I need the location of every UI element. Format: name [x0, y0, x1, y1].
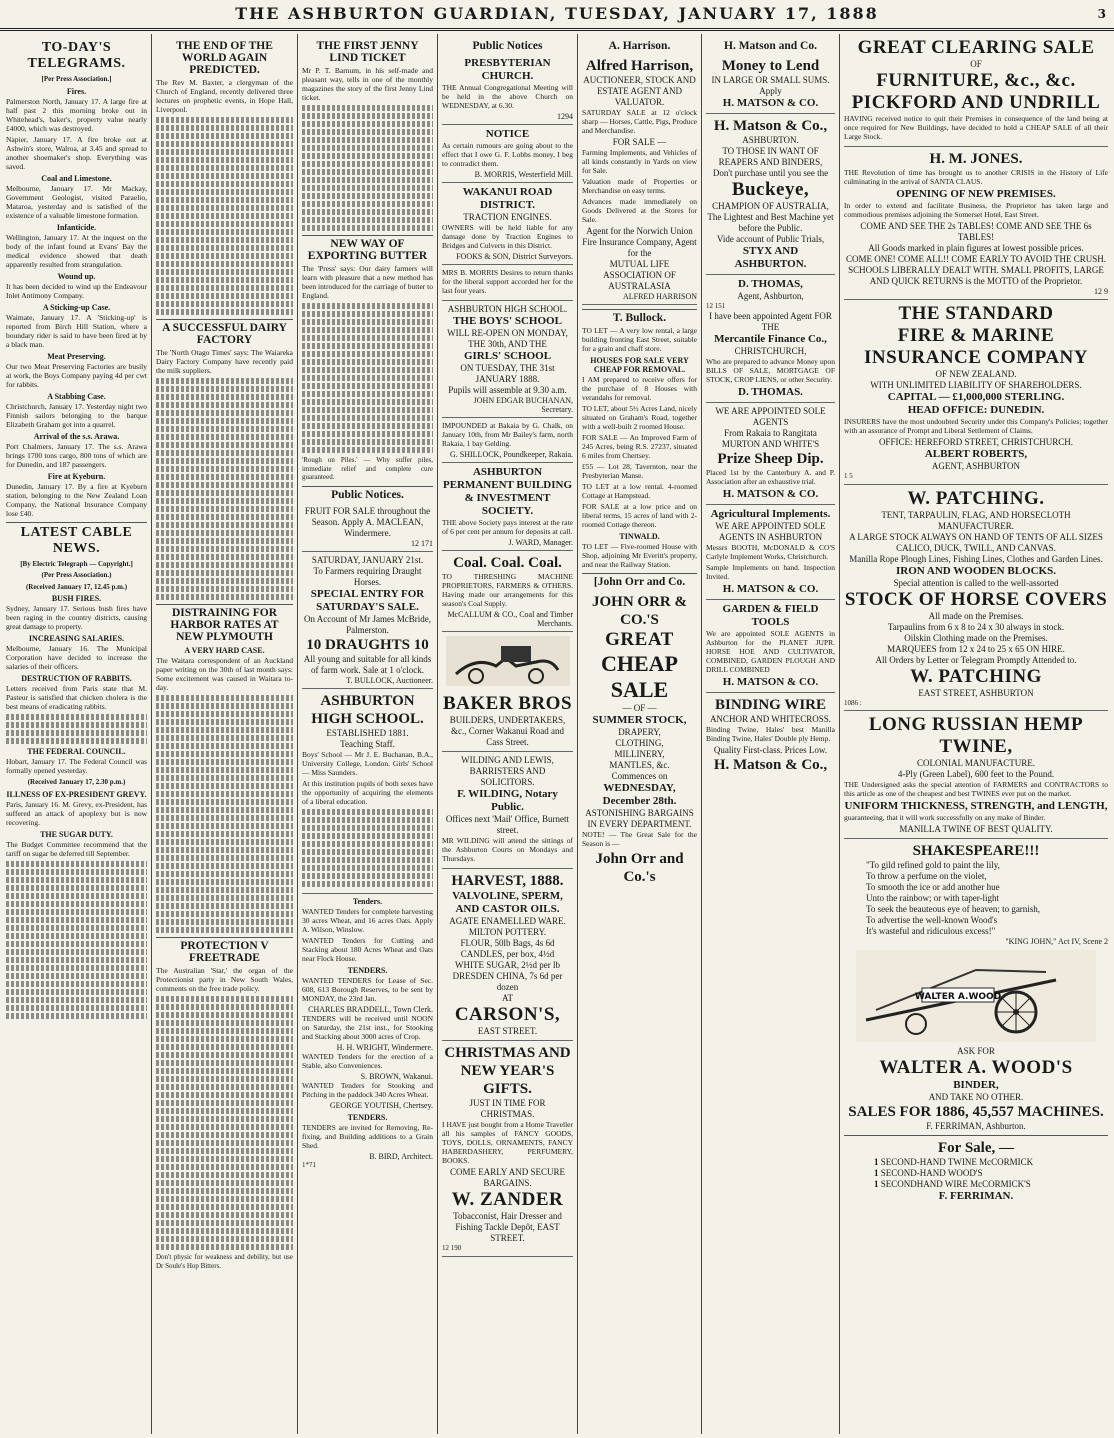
sales-line: SALES FOR 1886, 45,557 MACHINES.: [848, 1104, 1104, 1120]
matson-name: H. MATSON & CO.: [722, 97, 819, 109]
clearing-sale-heading: GREAT CLEARING SALE: [857, 37, 1095, 58]
orders-line: All Orders by Letter or Telegram Promptly Attended to.: [875, 654, 1077, 665]
patching-heading: W. PATCHING.: [907, 487, 1045, 509]
press-association-note: [Per Press Association.]: [41, 75, 112, 83]
subhead-wound-up: Wound up.: [57, 271, 96, 281]
roberts-agent: AGENT, ASHBURTON: [931, 461, 1021, 471]
article-text: Sydney, January 17. Serious bush fires have been raging in the country districts, causing great damage to property.: [6, 604, 147, 631]
ad-ref-number: 1 5: [844, 472, 853, 480]
colonial-line: COLONIAL MANUFACTURE.: [917, 758, 1035, 768]
premises-line: All made on the Premises.: [928, 610, 1024, 621]
mutual-life: MUTUAL LIFE ASSOCIATION OF AUSTRALASIA: [603, 259, 676, 291]
sugar-price: WHITE SUGAR, 2½d per lb: [455, 960, 560, 970]
subhead-bush-fires: BUSH FIRES.: [51, 594, 102, 603]
matson-name: H. MATSON & CO.: [722, 675, 819, 688]
poem-line: To throw a perfume on the violet,: [866, 871, 987, 881]
girls-school: GIRLS' SCHOOL: [463, 350, 552, 362]
article-text: Paris, January 16. M. Grevy, ex-President, has suffered an attack of apoplexy but is now recovering.: [6, 799, 147, 827]
notice-text: As certain rumours are going about to the effect that I owe G. F. Lobbs money, I beg to contradict them.: [442, 141, 573, 168]
reapers-line: TO THOSE IN WANT OF REAPERS AND BINDERS,: [718, 146, 823, 167]
tarpaulin-line: Tarpaulins from 6 x 8 to 24 x 30 always in stock.: [887, 621, 1065, 632]
article-text: Hobart, January 17. The Federal Council was formally opened yesterday.: [6, 757, 147, 775]
gifts-text: I HAVE just bought from a Home Traveller all his samples of FANCY GOODS, TOYS, DOLLS, ORNAMENTS, FANCY HABERDASHERY, PERFUMERY, BOOKS.: [442, 1120, 573, 1165]
ad-ref-number: 12 9: [1094, 287, 1108, 296]
list-item: 1 SECOND-HAND WOOD'S: [874, 1168, 983, 1178]
solicitors-heading: WILDING AND LEWIS, BARRISTERS AND SOLICITORS.: [461, 755, 554, 787]
heading-end-of-world: THE END OF THE WORLD AGAIN PREDICTED.: [176, 40, 273, 76]
apply-label: Apply: [759, 86, 782, 96]
reopen-line: WILL RE-OPEN ON MONDAY, THE 30th, AND THE: [447, 328, 568, 349]
rough-on-piles-ad: 'Rough on Piles.' — Why suffer piles, immediate relief and complete cure guaranteed.: [302, 456, 433, 481]
notice-heading: NOTICE: [485, 128, 530, 140]
office-location: Offices next 'Mail' Office, Burnett street.: [445, 814, 570, 835]
jones-heading: H. M. JONES.: [929, 151, 1023, 167]
subhead-meat: Meat Preserving.: [47, 351, 106, 361]
bargains-line: ASTONISHING BARGAINS: [585, 808, 694, 818]
subhead-infanticide: Infanticide.: [56, 222, 97, 232]
every-department: IN EVERY DEPARTMENT.: [587, 819, 692, 829]
subhead-salaries: INCREASING SALARIES.: [28, 634, 125, 643]
schools-line: SCHOOLS LIBERALLY DEALT WITH. SMALL PROFITS, LARGE AND QUICK RETURNS is the MOTTO of the Proprietor.: [848, 265, 1104, 286]
subhead-federal-council: THE FEDERAL COUNCIL.: [27, 747, 126, 756]
article-text: Melbourne, January 16. The Municipal Corporation have decided to increase the salaries of their officers.: [6, 644, 147, 671]
poem-line: To smooth the ice or add another hue: [866, 882, 1000, 892]
patching-address: EAST STREET, ASHBURTON: [918, 687, 1034, 698]
road-district-heading: WAKANUI ROAD DISTRICT.: [462, 186, 553, 211]
baker-bros-heading: BAKER BROS: [442, 693, 573, 714]
blocks-line: IRON AND WOODEN BLOCKS.: [896, 564, 1056, 577]
public-notices-heading: Public Notices.: [302, 486, 433, 501]
subhead-illness: ILLNESS OF EX-PRESIDENT GREVY.: [6, 789, 147, 799]
sole-agents-line: WE ARE APPOINTED SOLE AGENTS: [715, 405, 826, 427]
public-notices-heading: Public Notices: [472, 40, 543, 52]
to-let-notice: TO LET, about 5½ Acres Land, nicely situated on Graham's Road, together with a well-built 2 roomed House.: [582, 404, 697, 431]
carsons-heading: CARSON'S,: [454, 1004, 561, 1025]
harrison-text: Advances made immediately on Goods Delivered at the Stores for Sale.: [582, 197, 697, 224]
tender-item: TENDERS will be received until NOON on Saturday, the 21st inst., for Stooking and Stacking about 3000 acres of Crop.: [302, 1013, 433, 1041]
shakespeare-heading: SHAKESPEARE!!!: [912, 843, 1040, 859]
advance-text: Who are prepared to advance Money upon BILLS OF SALE, MORTGAGE OF STOCK, CROP LIENS, or other Security.: [706, 356, 835, 384]
article-text: The 'North Otago Times' says: The Waiareka Dairy Factory Company have recently paid the milk suppliers.: [156, 348, 293, 375]
saturday-sale: SATURDAY SALE at 12 o'clock sharp — Horses, Cattle, Pigs, Produce and Merchandise.: [582, 108, 697, 135]
received-note: (Received January 17, 12.45 p.m.): [25, 582, 128, 591]
hemp-twine-heading: LONG RUSSIAN HEMP TWINE,: [868, 714, 1084, 757]
orr-heading: JOHN ORR & CO.'S: [592, 594, 687, 628]
poem-line: To seek the beauteous eye of heaven; to garnish,: [866, 904, 1041, 914]
reopen-date: ON TUESDAY, THE 31st JANUARY 1888.: [460, 363, 555, 384]
list-item-label: SECOND-HAND WOOD'S: [880, 1168, 983, 1178]
tender-signature: GEORGE YOUTISH, Chertsey.: [329, 1100, 433, 1110]
commences-label: Commences on: [611, 771, 668, 781]
heading-dairy-factory: A SUCCESSFUL DAIRY FACTORY: [156, 319, 293, 346]
ask-for: ASK FOR: [957, 1046, 995, 1056]
special-attention: Special attention is called to the well-assorted: [893, 577, 1059, 588]
masthead: [0, 0, 1114, 31]
lot-price: £55 — Lot 28, Tavernton, near the Presbyterian Manse.: [582, 462, 697, 480]
matson-heading: H. Matson & Co.,: [713, 118, 828, 134]
subhead-hard-case: A VERY HARD CASE.: [184, 646, 265, 655]
notice-text: THE above Society pays interest at the rate of 6 per cent per annum for deposits at call.: [442, 518, 573, 536]
boys-school: THE BOYS' SCHOOL: [453, 315, 562, 327]
notice-signature: B. MORRIS, Westerfield Mill.: [474, 170, 573, 179]
subhead-coal: Coal and Limestone.: [41, 173, 112, 183]
column-articles: [152, 34, 298, 1434]
presbyterian-heading: PRESBYTERIAN CHURCH.: [464, 57, 551, 82]
harvest-heading: HARVEST, 1888.: [451, 873, 564, 889]
tenders-heading: TENDERS.: [347, 965, 388, 975]
machine-brand-label: WALTER A.WOOD: [914, 992, 1002, 1002]
cable-news-heading: LATEST CABLE NEWS.: [6, 522, 147, 557]
booth-text: Messrs BOOTH, McDONALD & CO'S Carlyle Implement Works, Christchurch.: [706, 542, 835, 561]
ad-ref-number: 12 171: [411, 538, 433, 548]
notice-text: OWNERS will be held liable for any damage done by Traction Engines to Bridges and Culverts in this District.: [442, 223, 573, 250]
harrison-heading: Alfred Harrison,: [585, 58, 694, 74]
tinwald-heading: TINWALD.: [619, 532, 660, 541]
poem-line: It's wasteful and ridiculous excess!": [866, 926, 996, 936]
sale-date: WEDNESDAY, December 28th.: [602, 782, 677, 807]
list-item: 1 SECOND-HAND TWINE McCORMICK: [874, 1157, 1034, 1167]
article-text: Waimate, January 17. A 'Sticking-up' is reported from Birch Hill Station, where a boundary rider is said to have been fired at by a black man.: [6, 312, 147, 349]
tender-item: TENDERS are invited for Removing, Re-fixing, and Building additions to a Grain Shed.: [302, 1122, 433, 1150]
poundkeeper: G. SHILLOCK, Poundkeeper, Rakaia.: [450, 450, 573, 459]
for-sale-label: FOR SALE —: [612, 137, 667, 147]
tender-item: WANTED Tenders for complete harvesting 30 acres Wheat, and 16 acres Oats. Apply A. Wilson, Winslow.: [302, 906, 433, 934]
article-text: Melbourne, January 17. Mr Mackay, Government Geologist, visited Paraelio, Mataroa, yesterday and is satisfied of the existence of a valuable limestone formation.: [6, 183, 147, 220]
ad-ref-number: 1*71: [302, 1160, 316, 1169]
article-text: Christchurch, January 17. Yesterday night two Finnish sailors belonging to the barque Elizabeth Graham got into a quarrel.: [6, 401, 147, 429]
horse-covers-heading: STOCK OF HORSE COVERS: [844, 588, 1108, 610]
harrison-signature: ALFRED HARRISON: [622, 292, 697, 301]
ad-ref-number: 12 151: [706, 302, 726, 310]
account-line: On Account of Mr James McBride, Palmerston.: [304, 613, 431, 635]
appointed-line: I have been appointed Agent FOR THE: [709, 310, 832, 332]
manilla-line: Manilla Rope Plough Lines, Fishing Lines, Clothes and Garden Lines.: [849, 553, 1103, 564]
roberts-name: ALBERT ROBERTS,: [924, 448, 1028, 460]
matson-footer: H. Matson & Co.,: [713, 756, 828, 773]
article-text: Palmerston North, January 17. A large fire at half past 2 this morning broke out in Whitehead's, baker's, property value nearly £4000, which was destroyed.: [6, 96, 147, 133]
pickford-undrill: PICKFORD AND UNDRILL: [851, 92, 1101, 113]
building-society-heading: ASHBURTON PERMANENT BUILDING & INVESTMENT SOCIETY.: [442, 466, 573, 517]
to-let-notice: TO LET — Five-roomed House with Shop, adjoining Mr Everitt's property, and near the Railway Station.: [582, 542, 697, 569]
sheep-dip-heading: Prize Sheep Dip.: [717, 450, 824, 467]
thomas-heading: D. THOMAS,: [738, 278, 803, 290]
draughts-detail: All young and suitable for all kinds of farm work. Sale at 1 o'clock.: [303, 653, 432, 675]
column-telegrams: [2, 34, 152, 1434]
high-school-heading: ASHBURTON HIGH SCHOOL.: [311, 692, 424, 727]
baker-bros-detail: BUILDERS, UNDERTAKERS, &c., Corner Wakanui Road and Cass Street.: [449, 715, 566, 747]
milton-line: MILTON POTTERY.: [468, 927, 547, 937]
article-text: The Australian 'Star,' the organ of the Protectionist party in New South Wales, comments on the free trade policy.: [156, 966, 293, 993]
agent-line: Agent for the Norwich Union Fire Insurance Company, Agent for the: [582, 226, 697, 258]
poem-line: To advertise the well-known Wood's: [866, 915, 998, 925]
tables-line: COME AND SEE THE 2s TABLES! COME AND SEE THE 6s TABLES!: [860, 221, 1092, 242]
tender-item: WANTED Tenders for Cutting and Stacking about 180 Acres Wheat and Oats near Flock House.: [302, 935, 433, 963]
twine-text: Binding Twine, Hales' best Manilla Binding Twine, Hales' Double ply Hemp.: [706, 724, 835, 743]
column-furniture-insurance: [840, 34, 1112, 1434]
coal-heading: Coal. Coal. Coal.: [453, 555, 562, 571]
subhead-sugar-duty: THE SUGAR DUTY.: [40, 829, 113, 839]
drapery: DRAPERY,: [618, 727, 661, 737]
tender-signature: B. BIRD, Architect.: [369, 1151, 433, 1161]
insurance-text: INSURERS have the most undoubted Security under this Company's Policies; together with an assurance of Prompt and Liberal Settlement of Claims.: [844, 417, 1108, 435]
flour-price: FLOUR, 50lb Bags, 4s 6d: [460, 938, 555, 948]
impounded-notice: IMPOUNDED at Bakaia by G. Chalk, on January 10th, from Mr Bailey's farm, north Rakaia, 1 bay Gelding.: [442, 421, 573, 448]
office-address: OFFICE: HEREFORD STREET, CHRISTCHURCH.: [878, 437, 1074, 447]
coal-merchant: McCALLUM & CO., Coal and Timber Merchants.: [447, 610, 573, 628]
tenders-heading: Tenders.: [352, 896, 383, 906]
ferriman-line: F. FERRIMAN, Ashburton.: [926, 1121, 1026, 1131]
subhead-fire-kyeburn: Fire at Kyeburn.: [47, 471, 106, 481]
sale-note: NOTE! — The Great Sale for the Season is —: [582, 830, 697, 848]
column-harrison-orr: [578, 34, 702, 1434]
article-text: Mr P. T. Barnum, in his self-made and pleasant way, tells in one of the monthly magazines the story of the first Jenny Lind ticket.: [302, 66, 433, 102]
twine-text: guaranteeing, that it will work successfully on any make of Binder.: [844, 813, 1046, 822]
planet-text: We are appointed SOLE AGENTS in Ashburton for the PLANET JUPR. HORSE HOE AND CULTIVATOR, COMBINED, GARDEN PLOUGH AND DRILL COMBINED: [706, 628, 835, 674]
copyright-note: [By Electric Telegraph — Copyright.]: [20, 559, 133, 568]
article-text: It has been decided to wind up the Endeavour Inlet Antimony Company.: [6, 281, 147, 300]
matson-name: H. MATSON & CO.: [722, 582, 819, 595]
oils-line: VALVOLINE, SPERM, AND CASTOR OILS.: [452, 890, 563, 915]
article-text: The Waitara correspondent of an Auckland paper writing on the 30th of last month says: Some excitement was caused in Waitara to-day.: [156, 656, 293, 692]
notice-signature: FOOKS & SON, District Surveyors.: [456, 252, 573, 261]
article-text: Napier, January 17. A fire broke out at Ashwin's store, Walroa, at 3.45 and spread to another shoemaker's shop. Everything was saved.: [6, 134, 147, 171]
subhead-fires: Fires.: [66, 86, 87, 96]
ply-line: 4-Ply (Green Label), 600 feet to the Pound.: [897, 769, 1055, 779]
samples-text: Sample Implements on hand. Inspection Invited.: [706, 562, 835, 581]
matson-tag: H. Matson and Co.: [724, 40, 817, 52]
list-item-label: SECONDHAND WIRE McCORMICK'S: [880, 1179, 1031, 1189]
to-let-notice: TO LET at a low rental. 4-roomed Cottage at Hampstead.: [582, 482, 697, 500]
candles-price: CANDLES, per box, 4½d: [460, 949, 555, 959]
harrison-tag: A. Harrison.: [608, 40, 671, 52]
manager-signature: J. WARD, Manager.: [508, 538, 573, 547]
article-text: Our two Meat Preserving Factories are busily at work, the Boys Company paying 4d per cwt for rabbits.: [6, 361, 147, 389]
tender-item: WANTED TENDERS for Lease of Sec. 608, 613 Borough Reserves, to be sent by MONDAY, the 23rd Jan.: [302, 975, 433, 1003]
article-text: Letters received from Paris state that M. Pasteur is satisfied that chicken cholera is the best means of eradicating rabbits.: [6, 684, 147, 711]
plain-figures: All Goods marked in plain figures at lowest possible prices.: [868, 243, 1084, 253]
houses-for-sale: HOUSES FOR SALE VERY CHEAP FOR REMOVAL.: [590, 356, 689, 374]
land-for-sale: FOR SALE at a low price and on liberal terms, 15 acres of land with 2-roomed Cottage thereon.: [582, 502, 697, 529]
notice-text: MRS B. MORRIS Desires to return thanks for the liberal support accorded her for the last four years.: [442, 268, 573, 295]
traction-engines-heading: TRACTION ENGINES.: [463, 212, 552, 222]
play-citation: "KING JOHN," Act IV, Scene 2: [1005, 937, 1108, 946]
agate-line: AGATE ENAMELLED WARE.: [449, 916, 566, 926]
orr-tag: [John Orr and Co.: [582, 573, 697, 588]
telegrams-heading: TO-DAY'S TELEGRAMS.: [27, 40, 126, 71]
article-text: Dunedin, January 17. By a fire at Kyeburn station, belonging to the New Zealand Loan Company, the National Insurance Company lose £40.: [6, 481, 147, 518]
notary-name: F. WILDING, Notary Public.: [457, 788, 558, 813]
summer-stock: SUMMER STOCK,: [592, 714, 687, 726]
come-one: COME ONE! COME ALL!! COME EARLY TO AVOID THE CRUSH.: [845, 254, 1107, 264]
for-sale-heading: For Sale, —: [938, 1140, 1014, 1156]
list-item: 1 SECONDHAND WIRE McCORMICK'S: [874, 1179, 1031, 1189]
tender-signature: H. H. WRIGHT, Windermere.: [336, 1042, 433, 1052]
subhead-stabbing: A Stabbing Case.: [47, 391, 106, 401]
article-text: Wellington, January 17. At the inquest on the body of the infant found at Evans' Bay the medical evidence showed that death apparently resulted from strangulation.: [6, 232, 147, 269]
harrison-text: Valuation made of Properties or Merchandise on easy terms.: [582, 177, 697, 195]
champion-line: CHAMPION OF AUSTRALIA,: [712, 201, 829, 211]
special-entry-heading: SPECIAL ENTRY FOR SATURDAY'S SALE.: [310, 587, 425, 613]
implements-heading: Agricultural Implements.: [710, 507, 831, 520]
binder-machine-illustration: [856, 950, 1096, 1042]
premises-text: In order to extend and facilitate Business, the Proprietor has taken large and commodious premises adjoining the Somerset Hotel, East Street.: [844, 201, 1108, 219]
clothing: CLOTHING,: [615, 738, 664, 748]
styx-line: STYX AND ASHBURTON.: [734, 245, 807, 270]
of-label: OF: [970, 59, 982, 69]
school-heading: ASHBURTON HIGH SCHOOL.: [447, 304, 568, 314]
twine-text: THE Undersigned asks the special attention of FARMERS and CONTRACTORS to this article as one of the cheapest and best TWINES ever put on the market.: [844, 780, 1108, 798]
new-premises-heading: OPENING OF NEW PREMISES.: [896, 188, 1056, 200]
horse-carriage-illustration: [446, 636, 570, 686]
head-office-line: HEAD OFFICE: DUNEDIN.: [907, 404, 1045, 416]
anchor-line: ANCHOR AND WHITECROSS.: [709, 713, 832, 724]
draught-horses-line: To Farmers requiring Draught Horses.: [313, 565, 422, 587]
subhead-arrival: Arrival of the s.s. Arawa.: [33, 431, 120, 441]
tender-item: WANTED Tenders for Stooking and Pitching in the paddock 340 Acres Wheat.: [302, 1080, 433, 1099]
sheep-dip-text: Placed 1st by the Canterbury A. and P. Association after an exhaustive trial.: [706, 467, 835, 486]
clearing-sale-text: HAVING received notice to quit their Premises in consequence of the land being at once required for New Buildings, have decided to hold a CHEAP SALE of all their Large Stock.: [844, 114, 1108, 141]
poem: [844, 860, 1108, 937]
ferriman-footer: F. FERRIMAN.: [938, 1190, 1014, 1202]
christchurch-line: CHRISTCHURCH,: [734, 345, 807, 356]
farm-for-sale: FOR SALE — An Improved Farm of 245 Acres, being R.S. 27237, situated 6 miles from Chertsey.: [582, 433, 697, 460]
heading-jenny-lind: THE FIRST JENNY LIND TICKET: [316, 40, 419, 64]
article-text: The Budget Committee recommend that the tariff on sugar be deferred till September.: [6, 839, 147, 858]
subhead-rabbits: DESTRUCTION OF RABBITS.: [21, 674, 132, 683]
staff-details: Boys' School — Mr J. E. Buchanan, B.A., University College, London. Girls' School — Miss Saunders.: [302, 749, 433, 777]
ten-draughts-heading: 10 DRAUGHTS 10: [306, 636, 429, 653]
great-label: GREAT: [605, 629, 674, 650]
poem-line: Unto the rainbow; or with taper-light: [866, 893, 1000, 903]
article-text: The 'Press' says: Our dairy farmers will learn with pleasure that a new method has been introduced for the carriage of butter to England.: [302, 264, 433, 300]
fire-marine-heading: FIRE & MARINE INSURANCE COMPANY: [863, 325, 1088, 368]
millinery: MILLINERY,: [614, 749, 665, 759]
column-public-notices: [438, 34, 578, 1434]
just-in-time: JUST IN TIME FOR CHRISTMAS.: [469, 1098, 546, 1119]
take-no-other: AND TAKE NO OTHER.: [928, 1092, 1024, 1102]
school-details: At this institution pupils of both sexes have the opportunity of acquiring the elements of a liberal education.: [302, 778, 433, 806]
harrison-text: Farming Implements, and Vehicles of all kinds constantly in Yards on view for Sale.: [582, 148, 697, 175]
matson-name: H. MATSON & CO.: [722, 487, 819, 500]
column-notices: [298, 34, 438, 1434]
carsons-address: EAST STREET.: [477, 1026, 538, 1036]
notice-text: MR WILDING will attend the sittings of the Ashburton Courts on Mondays and Thursdays.: [442, 836, 573, 863]
come-early: COME EARLY AND SECURE BARGAINS.: [449, 1167, 566, 1188]
standard-heading: THE STANDARD: [898, 303, 1054, 324]
zander-detail: Tobacconist, Hair Dresser and Fishing Tackle Depôt, EAST STREET.: [453, 1211, 562, 1243]
money-to-lend: Money to Lend: [721, 58, 820, 74]
tender-item: WANTED Tenders for the erection of a Stable, also Conveniences.: [302, 1051, 433, 1070]
of-label: — OF —: [622, 703, 657, 713]
fruit-for-sale-ad: FRUIT FOR SALE throughout the Season. Apply A. MACLEAN, Windermere.: [304, 505, 431, 538]
ad-ref-number: 1294: [557, 112, 573, 121]
china-price: DRESDEN CHINA, 7s 6d per dozen: [452, 971, 563, 992]
liability-line: WITH UNLIMITED LIABILITY OF SHAREHOLDERS.: [870, 380, 1082, 390]
marquees-line: MARQUEES from 12 x 24 to 25 x 65 ON HIRE.: [887, 643, 1065, 654]
tender-signature: S. BROWN, Wakanui.: [360, 1071, 433, 1081]
to-let-notice: TO LET — A very low rental, a large building fronting East Street, suitable for a grain and chaff store.: [582, 326, 697, 353]
murton-white: MURTON AND WHITE'S: [721, 438, 820, 449]
lightest-line: The Lightest and Best Machine yet before the Public.: [707, 212, 834, 233]
oilskin-line: Oilskin Clothing made on the Premises.: [904, 632, 1048, 643]
large-stock-line: A LARGE STOCK ALWAYS ON HAND OF TENTS OF ALL SIZES CALICO, DUCK, TWILL, AND CANVAS.: [849, 531, 1103, 553]
harrison-title: AUCTIONEER, STOCK AND ESTATE AGENT AND VALUATOR.: [583, 75, 696, 107]
mantles: MANTLES, &c.: [609, 760, 670, 770]
tenders-heading: TENDERS.: [347, 1112, 388, 1122]
bullock-tag: T. Bullock.: [582, 309, 697, 324]
furniture-heading: FURNITURE, &c., &c.: [876, 70, 1076, 91]
vide-line: Vide account of Public Trials,: [716, 234, 825, 244]
article-text: Port Chalmers, January 17. The s.s. Arawa brings 1700 tons cargo, 800 tons of which are for Dunedin, and 187 passengers.: [6, 441, 147, 469]
page-number: 3: [1097, 7, 1106, 21]
coal-text: TO THRESHING MACHINE PROPRIETORS, FARMERS & OTHERS. Having made our arrangements for this season's Coal Supply.: [442, 572, 573, 608]
mercantile-heading: Mercantile Finance Co.,: [714, 332, 827, 345]
heading-protection-freetrade: PROTECTION V FREETRADE: [156, 937, 293, 964]
heading-exporting-butter: NEW WAY OF EXPORTING BUTTER: [302, 235, 433, 262]
nz-line: OF NEW ZEALAND.: [935, 369, 1017, 379]
zander-heading: W. ZANDER: [451, 1189, 564, 1210]
houses-text: I AM prepared to receive offers for the purchase of 8 Houses with verandahs for removal.: [582, 375, 697, 402]
press-association-note: (Per Press Association.): [41, 571, 112, 579]
column-matson: [702, 34, 840, 1434]
article-text: The Rev M. Baxter, a clergyman of the Church of England, recently delivered three lectures on prophetic events, in Hope Hall, Liverpool.: [156, 78, 293, 114]
notice-text: THE Annual Congregational Meeting will be held in the above Church on WEDNESDAY, at 6.30.: [442, 83, 573, 110]
wood-heading: WALTER A. WOOD'S: [879, 1057, 1073, 1078]
received-note: (Received January 17, 2.30 p.m.): [27, 778, 126, 786]
for-sale-list: [844, 1157, 1108, 1190]
patching-footer: W. PATCHING: [910, 665, 1042, 687]
binding-wire-heading: BINDING WIRE: [715, 696, 826, 713]
buckeye-heading: Buckeye,: [731, 179, 810, 200]
list-item-label: SECOND-HAND TWINE McCORMICK: [880, 1157, 1034, 1167]
thomas-agent: Agent, Ashburton,: [737, 291, 804, 301]
subhead-sticking-up: A Sticking-up Case.: [42, 302, 111, 312]
hop-bitters-note: Don't physic for weakness and debility, but use Dr Soule's Hop Bitters.: [156, 1253, 293, 1270]
established-line: ESTABLISHED 1881.: [326, 727, 409, 738]
thomas-signature: D. THOMAS.: [738, 385, 803, 398]
sums-line: IN LARGE OR SMALL SUMS.: [711, 75, 830, 85]
sole-agents-line: WE ARE APPOINTED SOLE AGENTS IN ASHBURTON: [715, 520, 826, 542]
heading-harbor-rates: DISTRAINING FOR HARBOR RATES AT NEW PLYMOUTH: [156, 604, 293, 643]
assemble-time: Pupils will assemble at 9.30 a.m.: [448, 385, 567, 395]
manilla-best: MANILLA TWINE OF BEST QUALITY.: [899, 824, 1053, 834]
binder-heading: BINDER,: [953, 1079, 999, 1091]
capital-line: CAPITAL — £1,000,000 STERLING.: [887, 391, 1065, 403]
tender-signature: CHARLES BRADDELL, Town Clerk.: [308, 1004, 433, 1014]
dont-purchase: Don't purchase until you see the: [712, 168, 829, 178]
school-secretary: JOHN EDGAR BUCHANAN, Secretary.: [473, 396, 573, 414]
tent-line: TENT, TARPAULIN, FLAG, AND HORSECLOTH MANUFACTURER.: [881, 509, 1071, 531]
cheap-sale-heading: CHEAP SALE: [601, 651, 678, 702]
ad-ref-number: 1086 :: [844, 698, 862, 707]
rakaia-line: From Rakaia to Rangitata: [724, 427, 817, 438]
quality-line: Quality First-class. Prices Low.: [713, 744, 828, 755]
jones-text: THE Revolution of time has brought us to another CRISIS in the History of Life culminating in the arrival of SANTA CLAUS.: [844, 168, 1108, 186]
uniform-line: UNIFORM THICKNESS, STRENGTH, and LENGTH,: [844, 800, 1108, 812]
garden-tools-heading: GARDEN & FIELD TOOLS: [722, 602, 819, 628]
at-label: AT: [502, 993, 513, 1003]
teaching-staff: Teaching Staff.: [340, 738, 395, 749]
ad-ref-number: 12 190: [442, 1244, 462, 1252]
matson-location: ASHBURTON.: [742, 135, 799, 145]
sale-date: SATURDAY, JANUARY 21st.: [311, 554, 424, 565]
auctioneer-signature: T. BULLOCK, Auctioneer.: [346, 675, 433, 685]
christmas-gifts-heading: CHRISTMAS AND NEW YEAR'S GIFTS.: [444, 1045, 571, 1097]
poem-line: "To gild refined gold to paint the lily,: [866, 860, 1000, 870]
masthead-title: THE ASHBURTON GUARDIAN, TUESDAY, JANUARY 17, 1888: [235, 4, 879, 23]
orr-footer: John Orr and Co.'s: [595, 851, 684, 885]
